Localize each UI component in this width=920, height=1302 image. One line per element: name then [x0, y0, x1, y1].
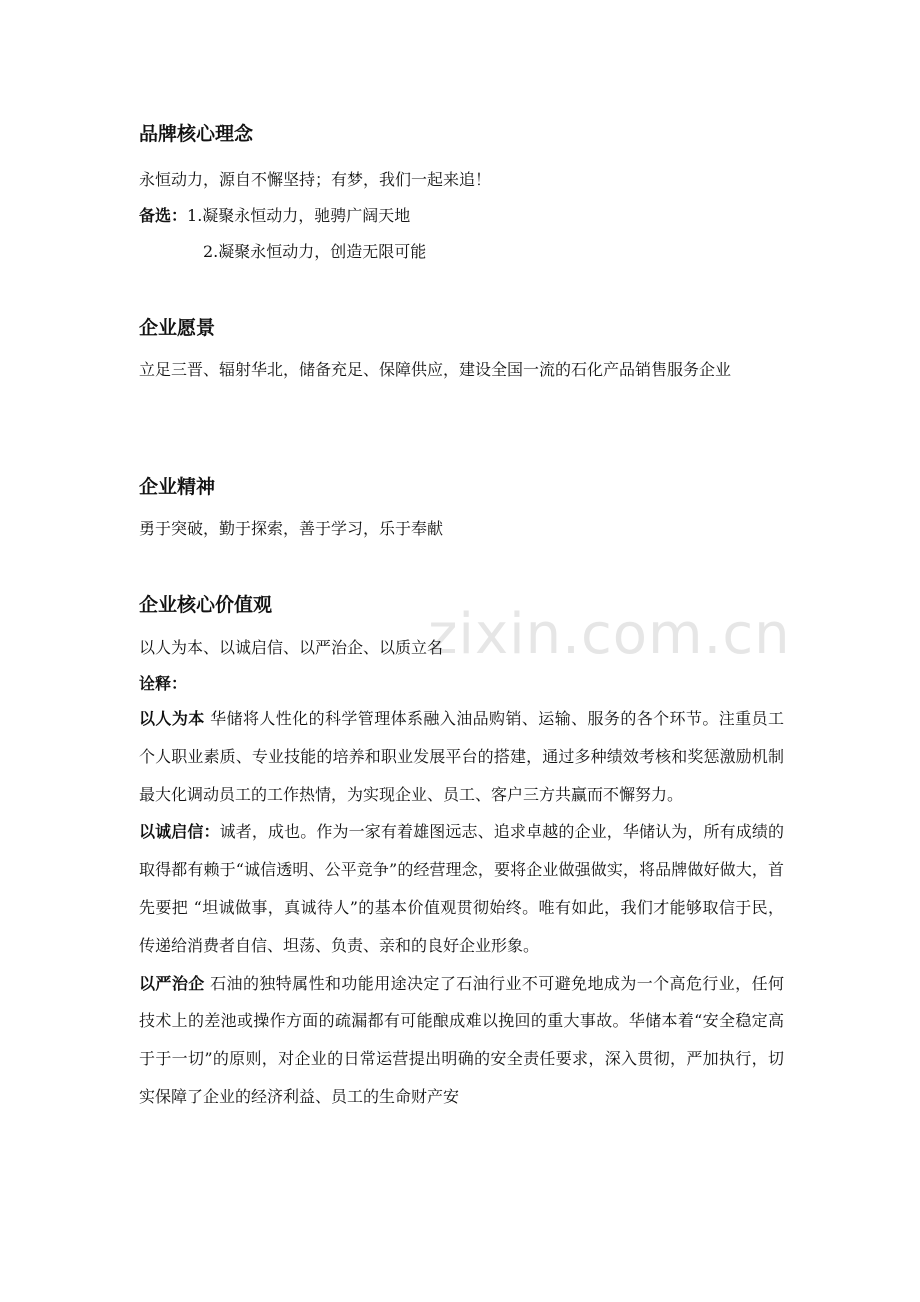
- brand-alt-1: 1.凝聚永恒动力，驰骋广阔天地: [187, 206, 411, 225]
- values-section: [139, 590, 789, 620]
- brand-slogan: 永恒动力，源自不懈坚持；有梦，我们一起来追！: [139, 170, 492, 189]
- spirit-text-block: [139, 511, 789, 547]
- values-explain-label: 诠释：: [139, 674, 188, 693]
- value-item-3-label: 以严治企: [139, 973, 205, 993]
- value-item-2-label: 以诚启信：: [139, 822, 220, 842]
- spirit-text: 勇于突破，勤于探索，善于学习，乐于奉献: [139, 519, 444, 538]
- vision-section: [139, 313, 789, 343]
- watermark: zixin.com.cn: [428, 602, 791, 667]
- spirit-section: [139, 472, 789, 502]
- brand-heading: 品牌核心理念: [139, 123, 254, 145]
- vision-text-block: [139, 352, 784, 388]
- vision-text: 立足三晋、辐射华北，储备充足、保障供应，建设全国一流的石化产品销售服务企业: [139, 360, 732, 379]
- value-item-1-label: 以人为本: [139, 709, 205, 728]
- vision-heading: 企业愿景: [139, 317, 216, 339]
- value-item-2: [139, 813, 784, 964]
- brand-alt-2: 2.凝聚永恒动力，创造无限可能: [203, 242, 427, 261]
- value-item-3-text: 石油的独特属性和功能用途决定了石油行业不可避免地成为一个高危行业，任何技术上的差池或操作方面的疏漏都有可能酿成难以挽回的重大事故。华储本着“安全稳定高于于一切”的原则，对企业的日常运营提出明确的安全责任要求，深入贯彻，严加执行，切实保障了企业的经济利益、员工的生命财产安: [139, 973, 784, 1106]
- brand-alt-1-line: [139, 198, 789, 234]
- values-heading: 企业核心价值观: [139, 594, 273, 616]
- brand-section: [139, 119, 789, 149]
- value-item-1-text: 华储将人性化的科学管理体系融入油品购销、运输、服务的各个环节。注重员工个人职业素质、专业技能的培养和职业发展平台的搭建，通过多种绩效考核和奖惩激励机制最大化调动员工的工作热情，为实现企业、员工、客户三方共赢而不懈努力。: [139, 709, 784, 804]
- value-item-1: [139, 700, 784, 813]
- brand-slogan-block: [139, 162, 789, 270]
- values-text-block: [139, 630, 789, 702]
- value-item-2-text: 诚者，成也。作为一家有着雄图远志、追求卓越的企业，华储认为，所有成绩的取得都有赖于“诚信透明、公平竞争”的经营理念，要将企业做强做实，将品牌做好做大，首先要把 “坦诚做事，真诚待人”的基本价值观贯彻始终。唯有如此，我们才能够取信于民，传递给消费者自信、坦荡、负责、亲和的良好企业形象。: [139, 822, 784, 955]
- brand-alt-2-line: [139, 234, 789, 270]
- spirit-heading: 企业精神: [139, 476, 216, 498]
- value-item-3: [139, 965, 784, 1116]
- values-explanations: [139, 700, 784, 1116]
- brand-alt-label: 备选：: [139, 206, 188, 225]
- values-explain-line: [139, 666, 789, 702]
- values-text: 以人为本、以诚启信、以严治企、以质立名: [139, 638, 444, 657]
